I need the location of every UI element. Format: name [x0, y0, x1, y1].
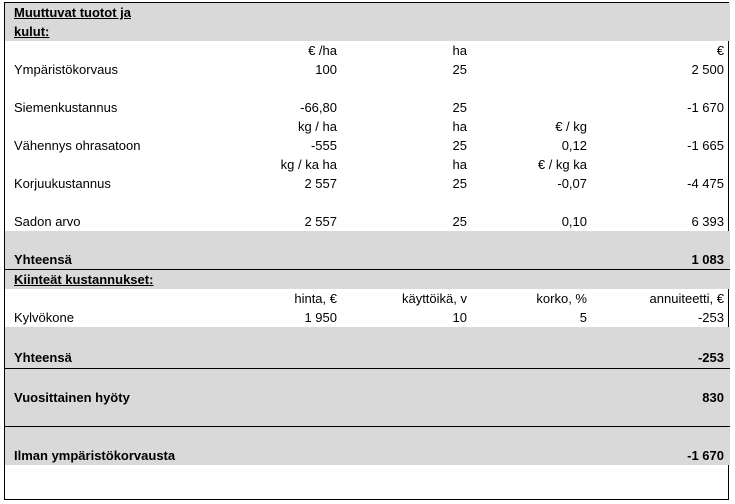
row-label: Korjuukustannus: [14, 176, 111, 191]
section2-title: Kiinteät kustannukset:: [5, 270, 215, 290]
table-row: [5, 174, 730, 193]
blank-row: [5, 79, 730, 98]
benefit-value: 830: [595, 388, 730, 407]
cell-value: 5: [579, 310, 587, 325]
table-row: [5, 60, 730, 79]
cell-value: 10: [452, 310, 467, 325]
benefit-spacer-row: [5, 369, 730, 389]
section1-title-row: [5, 3, 730, 22]
total-spacer-row: [5, 231, 730, 250]
cell-value: 6 393: [691, 214, 724, 229]
cell-value: 25: [452, 62, 467, 77]
cell-value: 100: [315, 62, 337, 77]
section2-header-row: [5, 289, 730, 308]
unit-label: € / kg: [555, 119, 587, 134]
table-row: [5, 212, 730, 231]
units-row: [5, 155, 730, 174]
cell-value: -555: [310, 138, 337, 153]
table-row: [5, 98, 730, 117]
units-row: [5, 117, 730, 136]
without-label: Ilman ympäristökorvausta: [5, 446, 215, 465]
blank-row: [5, 193, 730, 212]
section1-total-label: Yhteensä: [5, 250, 215, 270]
unit-ha: ha: [452, 43, 467, 58]
unit-label: kg / ha: [297, 119, 337, 134]
row-label: Sadon arvo: [14, 214, 81, 229]
spreadsheet-table: [4, 2, 729, 500]
cell-value: 0,10: [561, 214, 587, 229]
cell-value: -1 670: [687, 100, 724, 115]
row-label: Ympäristökorvaus: [14, 62, 119, 77]
column-header: korko, %: [536, 291, 587, 306]
section1-title-row-2: [5, 22, 730, 41]
cell-value: 25: [452, 138, 467, 153]
cell-value: [475, 98, 595, 117]
cell-value: -1 665: [687, 138, 724, 153]
cell-value: -0,07: [557, 176, 587, 191]
cell-value: 2 500: [691, 62, 724, 77]
cell-value: -253: [697, 310, 724, 325]
cell-value: 0,12: [561, 138, 587, 153]
without-value: -1 670: [595, 446, 730, 465]
calculation-table: [5, 3, 730, 465]
without-spacer-row: [5, 427, 730, 447]
section2-total-label: Yhteensä: [5, 346, 215, 369]
table-row: [5, 308, 730, 327]
benefit-label: Vuosittainen hyöty: [5, 388, 215, 407]
column-header: käyttöikä, v: [401, 291, 467, 306]
cell-value: 1 950: [304, 310, 337, 325]
unit-label: € / kg ka: [537, 157, 587, 172]
units-header-row: [5, 41, 730, 60]
column-header: annuiteetti, €: [649, 291, 724, 306]
unit-euro: €: [716, 43, 724, 58]
section2-total-row: [5, 346, 730, 369]
total-spacer-row: [5, 327, 730, 346]
row-label: Kylvökone: [14, 310, 74, 325]
unit-label: ha: [452, 119, 467, 134]
unit-label: ha: [452, 157, 467, 172]
cell-value: 25: [452, 100, 467, 115]
unit-label: kg / ka ha: [280, 157, 337, 172]
section1-title-line2: kulut:: [5, 22, 215, 41]
section1-title-line1: Muuttuvat tuotot ja: [5, 3, 215, 22]
row-label: Vähennys ohrasatoon: [14, 138, 141, 153]
section1-total-value: 1 083: [595, 250, 730, 270]
cell-value: -66,80: [300, 100, 337, 115]
unit-euro-per-ha: € /ha: [308, 43, 337, 58]
section2-total-value: -253: [595, 346, 730, 369]
cell-value: 25: [452, 176, 467, 191]
benefit-spacer-row: [5, 407, 730, 427]
cell-value: -4 475: [687, 176, 724, 191]
row-label: Siemenkustannus: [14, 100, 118, 115]
table-row: [5, 136, 730, 155]
cell-value: [475, 60, 595, 79]
cell-value: 25: [452, 214, 467, 229]
without-row: [5, 446, 730, 465]
benefit-row: [5, 388, 730, 407]
cell-value: 2 557: [304, 214, 337, 229]
section1-total-row: [5, 250, 730, 270]
column-header: hinta, €: [294, 291, 337, 306]
section2-title-row: [5, 270, 730, 290]
cell-value: 2 557: [304, 176, 337, 191]
